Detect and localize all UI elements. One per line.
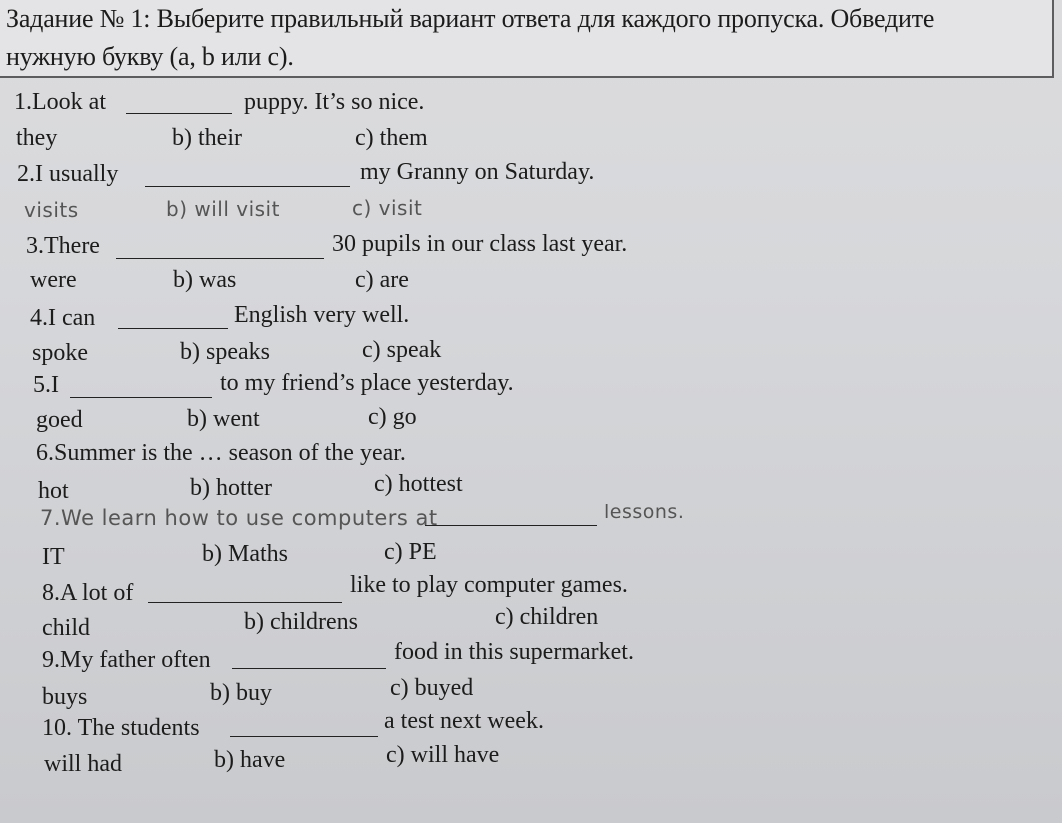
question-9-blank[interactable] [232,668,386,669]
question-5-text: 5.I [33,372,59,398]
question-10-rest: a test next week. [384,708,544,734]
question-6-option-b[interactable]: b) hotter [190,475,272,501]
question-2-blank[interactable] [145,186,350,187]
question-7-option-a[interactable]: IT [42,544,65,570]
question-2-option-b[interactable]: b) will visit [166,197,280,221]
question-7-text: 7.We learn how to use computers at [40,506,438,530]
question-6-option-a[interactable]: hot [38,478,69,504]
question-8-text: 8.A lot of [42,580,134,606]
question-10-option-a[interactable]: will had [44,751,122,777]
question-9-rest: food in this supermarket. [394,639,634,665]
question-7-blank[interactable] [425,525,597,526]
question-3-rest: 30 pupils in our class last year. [332,231,628,257]
question-9-option-a[interactable]: buys [42,684,88,710]
question-3-option-b[interactable]: b) was [173,267,237,293]
question-4-option-b[interactable]: b) speaks [180,339,270,365]
question-8-option-b[interactable]: b) childrens [244,609,358,635]
question-5-rest: to my friend’s place yesterday. [220,370,514,396]
question-6-option-c[interactable]: c) hottest [374,471,463,497]
question-1-blank[interactable] [126,113,232,114]
task-instruction-line-2: нужную букву (а, b или с). [6,42,294,71]
question-7-option-c[interactable]: c) PE [384,539,437,565]
question-2-option-c[interactable]: c) visit [352,196,423,220]
question-2-text: 2.I usually [17,161,119,187]
question-1-rest: puppy. It’s so nice. [244,89,425,115]
task-header [0,0,1054,78]
question-2-rest: my Granny on Saturday. [360,159,595,185]
question-8-option-a[interactable]: child [42,615,90,641]
question-5-option-b[interactable]: b) went [187,406,260,432]
question-6-text: 6.Summer is the … season of the year. [36,440,406,466]
question-9-option-c[interactable]: c) buyed [390,675,474,701]
question-4-text: 4.I can [30,305,96,331]
question-7-rest: lessons. [604,501,685,523]
question-4-rest: English very well. [234,302,410,328]
question-10-text: 10. The students [42,715,200,741]
question-10-option-b[interactable]: b) have [214,747,286,773]
question-5-option-c[interactable]: c) go [368,404,417,430]
question-1-option-c[interactable]: c) them [355,125,428,151]
question-9-text: 9.My father often [42,647,211,673]
question-4-option-c[interactable]: c) speak [362,337,442,363]
question-2-option-a[interactable]: visits [24,198,79,222]
question-9-option-b[interactable]: b) buy [210,680,272,706]
question-7-option-b[interactable]: b) Maths [202,541,288,567]
question-3-option-a[interactable]: were [30,267,77,293]
question-1-text: 1.Look at [14,89,106,115]
question-1-option-a[interactable]: they [16,125,58,151]
question-3-blank[interactable] [116,258,324,259]
question-8-blank[interactable] [148,602,342,603]
question-5-option-a[interactable]: goed [36,407,83,433]
question-8-option-c[interactable]: c) children [495,604,599,630]
question-10-blank[interactable] [230,736,378,737]
task-instruction-line-1: Задание № 1: Выберите правильный вариант ответа для каждого пропуска. Обведите [6,4,935,33]
question-5-blank[interactable] [70,397,212,398]
question-8-rest: like to play computer games. [350,572,628,598]
question-3-text: 3.There [26,233,100,259]
question-1-option-b[interactable]: b) their [172,125,242,151]
question-10-option-c[interactable]: c) will have [386,742,500,768]
question-4-option-a[interactable]: spoke [32,340,88,366]
question-3-option-c[interactable]: c) are [355,267,409,293]
question-4-blank[interactable] [118,328,228,329]
